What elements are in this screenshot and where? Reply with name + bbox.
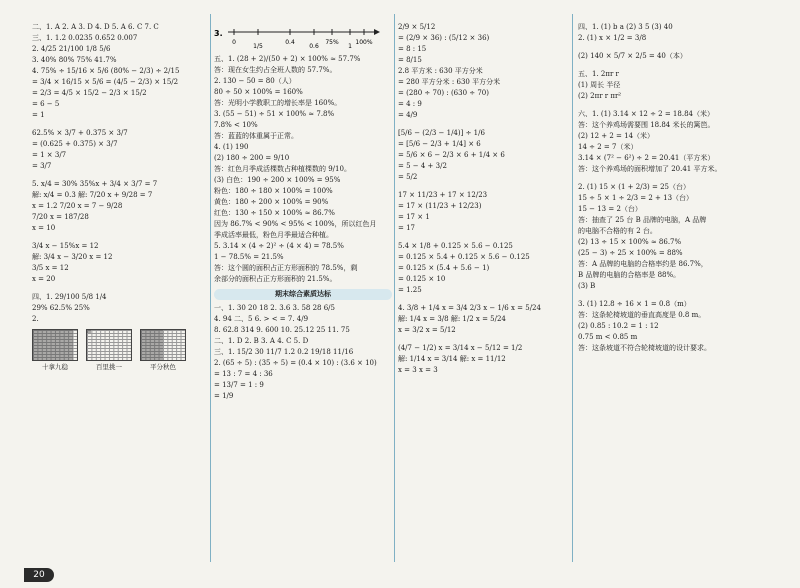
- answer-line: 三、1. 1.2 0.0235 0.652 0.007: [32, 34, 138, 42]
- answer-line: 解: 3/4 x − 3/20 x = 12: [32, 253, 113, 261]
- answer-line: = 6 − 5: [32, 100, 60, 108]
- column-2: [214, 22, 392, 403]
- answer-line: 80 ÷ 50 × 100% = 160%: [214, 88, 303, 97]
- answer-line: 答：这个养鸡场需要围 18.84 米长的篱笆。: [578, 121, 715, 129]
- hundred-grid-row: [32, 329, 208, 361]
- answer-line: = 0.125 × 10: [398, 275, 446, 283]
- answer-line: 2. (1) x × 1/2 = 3/8: [578, 34, 647, 42]
- answer-line: 答：A 品牌的电脑的合格率约是 86.7%，: [578, 260, 708, 268]
- answer-line: = 1/9: [214, 392, 234, 401]
- answer-line: 三、1. 15/2 30 11/7 1.2 0.2 19/18 11/16: [214, 348, 354, 357]
- answer-line: = 5 − 4 + 3/2: [398, 162, 447, 170]
- answer-line: (4/7 − 1/2) x = 3/14 x − 5/12 = 1/2: [398, 344, 523, 352]
- answer-line: (2) 0.85 : 10.2 = 1 : 12: [578, 322, 659, 330]
- answer-line: 答：这个养鸡场的面积增加了 20.41 平方米。: [578, 165, 722, 173]
- column-3: [398, 22, 568, 377]
- number-line-label: 0.4: [285, 39, 295, 46]
- answer-line: 2. (65 ÷ 5) : (35 ÷ 5) = (0.4 × 10) : (3.6 × 10): [214, 359, 377, 368]
- answer-line: (2) 140 × 5/7 × 2/5 = 40（本）: [578, 52, 687, 60]
- grid-shading: [141, 330, 163, 360]
- answer-line: 答：蓝蓝的体重属于正常。: [214, 132, 298, 141]
- answer-line: B 品牌的电脑的合格率是 88%。: [578, 271, 681, 279]
- answer-line: 5.4 × 1/8 + 0.125 × 5.6 − 0.125: [398, 242, 513, 250]
- answer-line: = 280 平方分米 : 630 平方分米: [398, 78, 501, 86]
- answer-line: = 1: [32, 111, 45, 119]
- answer-line: = 2/3 = 4/5 × 15/2 − 2/3 × 15/2: [32, 89, 147, 97]
- answer-line: (25 − 3) ÷ 25 × 100% = 88%: [578, 249, 683, 257]
- answer-line: 余部分的面积占正方形面积的 21.5%。: [214, 275, 337, 284]
- answer-line: 1 − 78.5% = 21.5%: [214, 253, 284, 262]
- answer-line: x = 1.2 7/20 x = 7 − 9/28: [32, 202, 123, 210]
- answer-line: = 4/9: [398, 111, 418, 119]
- answer-line: 2.: [32, 315, 39, 323]
- number-line-label: 100%: [355, 39, 373, 46]
- number-line-label: 0.6: [309, 43, 319, 50]
- answer-line: = 1.25: [398, 286, 422, 294]
- answer-line: = 3/7: [32, 162, 52, 170]
- answer-line: x = 10: [32, 224, 56, 232]
- hundred-grid: [32, 329, 78, 361]
- answer-line: = 5/2: [398, 173, 418, 181]
- answer-line: 3. (55 − 51) ÷ 51 × 100% ≈ 7.8%: [214, 110, 335, 119]
- answer-line: 0.75 m < 0.85 m: [578, 333, 638, 341]
- answer-line: 2.8 平方米 : 630 平方分米: [398, 67, 483, 75]
- answer-line: (1) 周长 半径: [578, 81, 621, 89]
- grid-label: 百里挑一: [96, 363, 122, 371]
- grid-shading: [87, 330, 91, 333]
- column-1: [32, 22, 208, 371]
- answer-line: 7.8% < 10%: [214, 121, 258, 130]
- answer-line: 5. 3.14 × (4 ÷ 2)² ÷ (4 × 4) = 78.5%: [214, 242, 344, 251]
- answer-line: = 5/6 × 6 − 2/3 × 6 + 1/4 × 6: [398, 151, 505, 159]
- answer-line: 答：抽查了 25 台 B 品牌的电脑，A 品牌: [578, 216, 707, 224]
- answer-line: x = 20: [32, 275, 56, 283]
- answer-line: 14 ÷ 2 = 7（米）: [578, 143, 638, 151]
- answer-line: (2) 13 ÷ 15 × 100% ≈ 86.7%: [578, 238, 682, 246]
- answer-line: = 13/7 = 1 : 9: [214, 381, 264, 390]
- grid-shading: [33, 330, 73, 360]
- answer-line: = 1 × 3/7: [32, 151, 67, 159]
- answer-line: 4. 3/8 + 1/4 x = 3/4 2/3 x − 1/6 x = 5/24: [398, 304, 541, 312]
- page-number: 20: [24, 568, 54, 582]
- answer-line: = 3/4 × 16/15 × 5/6 = (4/5 − 2/3) × 15/2: [32, 78, 179, 86]
- answer-line: = [5/6 − 2/3 + 1/4] × 6: [398, 140, 481, 148]
- answer-line: (3) 白色：190 ÷ 200 × 100% = 95%: [214, 176, 341, 185]
- number-line-figure: [214, 24, 384, 50]
- answer-line: = 13 : 7 = 4 : 36: [214, 370, 273, 379]
- answer-line: (2) 12 + 2 = 14（米）: [578, 132, 655, 140]
- answer-line: = 0.125 × 5.4 + 0.125 × 5.6 − 0.125: [398, 253, 530, 261]
- answer-line: 二、1. D 2. B 3. A 4. C 5. D: [214, 337, 309, 346]
- answer-line: [5/6 − (2/3 − 1/4)] ÷ 1/6: [398, 129, 485, 137]
- hundred-grid: [140, 329, 186, 361]
- answer-line: = 4 : 9: [398, 100, 422, 108]
- number-line-label: 0: [232, 39, 236, 46]
- hundred-grid: [86, 329, 132, 361]
- answer-line: 红色：130 ÷ 150 × 100% ≈ 86.7%: [214, 209, 335, 218]
- answer-line: = (0.625 + 0.375) × 3/7: [32, 140, 118, 148]
- answer-line: 4. (1) 190: [214, 143, 249, 152]
- answer-line: = 17 × (11/23 + 12/23): [398, 202, 482, 210]
- answer-line: 15 − 13 = 2（台）: [578, 205, 642, 213]
- answer-line: x = 3 x = 3: [398, 366, 438, 374]
- answer-line: 4. 75% ÷ 15/16 × 5/6 (80% − 2/3) ÷ 2/15: [32, 67, 180, 75]
- answer-line: 2. 4/25 21/100 1/8 5/6: [32, 45, 111, 53]
- answer-line: 季成活率最低，粉色月季最适合种植。: [214, 231, 333, 240]
- answer-line: 4. 94 二、5 6. > < = 7. 4/9: [214, 315, 309, 324]
- answer-line: = 8 : 15: [398, 45, 427, 53]
- answer-line: 答：光明小学教职工的增长率是 160%。: [214, 99, 342, 108]
- answer-line: = 17 × 1: [398, 213, 430, 221]
- column-divider: [394, 14, 395, 562]
- number-line-label: 1: [348, 43, 352, 50]
- answer-line: 的电脑不合格的有 2 台。: [578, 227, 657, 235]
- number-line: [214, 24, 392, 53]
- answer-line: = 17: [398, 224, 415, 232]
- answer-line: 解: 1/4 x = 3/8 解: 1/2 x = 5/24: [398, 315, 506, 323]
- answer-line: = 0.125 × (5.4 + 5.6 − 1): [398, 264, 490, 272]
- answer-line: = (2/9 × 36) : (5/12 × 36): [398, 34, 490, 42]
- answer-line: 答：这条轮椅坡道的垂直高度是 0.8 m。: [578, 311, 706, 319]
- grid-labels: [32, 363, 208, 371]
- answer-line: 四、1. (1) b a (2) 3 5 (3) 40: [578, 23, 673, 31]
- answer-line: 3/5 x = 12: [32, 264, 69, 272]
- answer-line: 答：这条坡道不符合轮椅坡道的设计要求。: [578, 344, 711, 352]
- answer-line: 六、1. (1) 3.14 × 12 ÷ 2 = 18.84（米）: [578, 110, 714, 118]
- answer-line: 答：这个圆的面积占正方形面积的 78.5%，剩: [214, 264, 358, 273]
- section-title: 期末综合素质达标: [214, 289, 392, 300]
- answer-line: 2. 130 − 50 = 80（人）: [214, 77, 296, 86]
- grid-label: 平分秋色: [150, 363, 176, 371]
- answer-line: 2. (1) 15 × (1 + 2/3) = 25（台）: [578, 183, 690, 191]
- answer-line: 解: 1/14 x = 3/14 解: x = 11/12: [398, 355, 506, 363]
- answer-line: 5. x/4 = 30% 35%x + 3/4 × 3/7 = 7: [32, 180, 158, 188]
- answer-line: 29% 62.5% 25%: [32, 304, 90, 312]
- svg-text:3.: 3.: [214, 29, 223, 38]
- answer-line: 3. (1) 12.8 ÷ 16 × 1 = 0.8（m）: [578, 300, 691, 308]
- answer-line: 3/4 x − 15%x = 12: [32, 242, 99, 250]
- answer-line: 一、1. 30 20 18 2. 3.6 3. 58 28 6/5: [214, 304, 335, 313]
- answer-line: x = 3/2 x = 5/12: [398, 326, 456, 334]
- answer-line: 答：现在女生约占全班人数的 57.7%。: [214, 66, 337, 75]
- answer-line: 7/20 x = 187/28: [32, 213, 89, 221]
- number-line-label: 1/5: [253, 43, 263, 50]
- answer-line: = 8/15: [398, 56, 422, 64]
- answer-line: (2) 2πr r πr²: [578, 92, 622, 100]
- answer-line: 17 × 11/23 + 17 × 12/23: [398, 191, 488, 199]
- answer-line: 62.5% × 3/7 + 0.375 × 3/7: [32, 129, 128, 137]
- answer-line: 五、1. 2πr r: [578, 70, 619, 78]
- column-divider: [572, 14, 573, 562]
- answer-line: 8. 62.8 314 9. 600 10. 25.12 25 11. 75: [214, 326, 350, 335]
- answer-line: 黄色：180 ÷ 200 × 100% = 90%: [214, 198, 329, 207]
- number-line-label: 75%: [325, 39, 339, 46]
- answer-line: 四、1. 29/100 5/8 1/4: [32, 293, 107, 301]
- grid-label: 十拿九稳: [42, 363, 68, 371]
- answer-line: 15 ÷ 5 × 1 ÷ 2/3 = 2 + 13（台）: [578, 194, 694, 202]
- answer-line: 3. 40% 80% 75% 41.7%: [32, 56, 117, 64]
- answer-line: 2/9 × 5/12: [398, 23, 436, 31]
- answer-line: (2) 180 ÷ 200 = 9/10: [214, 154, 290, 163]
- column-4: [578, 22, 778, 355]
- answer-line: 答：红色月季成活棵数占种植棵数的 9/10。: [214, 165, 351, 174]
- answer-line: (3) B: [578, 282, 596, 290]
- answer-line: 3.14 × (7² − 6²) ÷ 2 = 20.41（平方米）: [578, 154, 715, 162]
- column-divider: [210, 14, 211, 562]
- answer-line: 解: x/4 = 0.3 解: 7/20 x + 9/28 = 7: [32, 191, 153, 199]
- answer-line: 二、1. A 2. A 3. D 4. D 5. A 6. C 7. C: [32, 23, 159, 31]
- answer-line: 因为 86.7% < 90% < 95% < 100%，所以红色月: [214, 220, 377, 229]
- answer-line: = (280 ÷ 70) : (630 ÷ 70): [398, 89, 489, 97]
- answer-line: 粉色：180 ÷ 180 × 100% = 100%: [214, 187, 333, 196]
- answer-line: 五、1. (28 + 2)/(50 + 2) × 100% ≈ 57.7%: [214, 55, 361, 64]
